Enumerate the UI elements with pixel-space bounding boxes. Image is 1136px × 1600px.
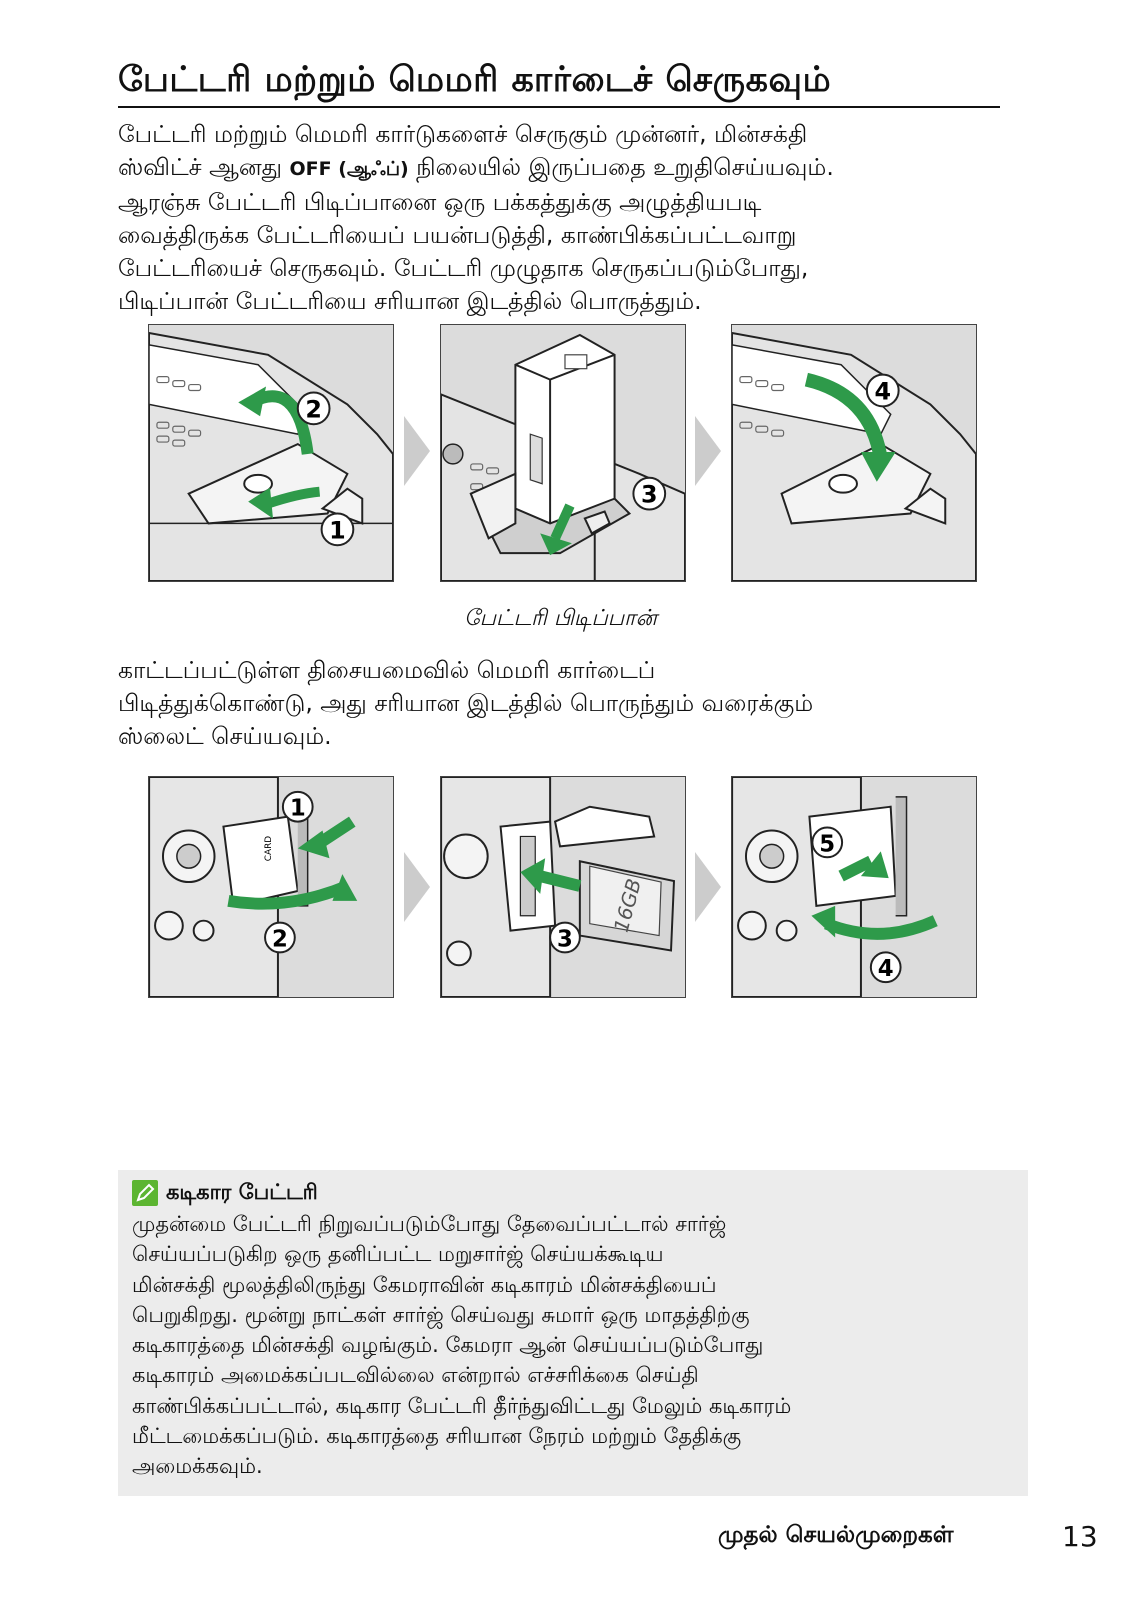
page-title: பேட்டரி மற்றும் மெமரி கார்டைச் செருகவும் — [118, 58, 1000, 108]
clock-battery-note — [118, 1170, 1028, 1496]
note-line: அமைக்கவும். — [132, 1454, 263, 1479]
intro-paragraph — [118, 118, 1018, 318]
note-line: கடிகாரம் அமைக்கப்படவில்லை என்றால் எச்சரிக்கை செய்தி — [132, 1363, 699, 1388]
step-number: 5 — [819, 831, 836, 858]
step-number: 3 — [557, 926, 573, 953]
step-number: 1 — [329, 516, 346, 545]
battery-step-panel-1 — [148, 324, 394, 582]
card-line: காட்டப்பட்டுள்ள திசையமைவில் மெமரி கார்டைப் — [118, 656, 656, 684]
card-capacity-label: 16GB — [609, 876, 647, 935]
chevron-right-icon — [404, 852, 430, 922]
intro-line: பேட்டரியைச் செருகவும். பேட்டரி முழுதாக செருகப்படும்போது, — [118, 254, 809, 282]
step-number: 4 — [877, 956, 894, 983]
step-number: 4 — [874, 377, 892, 406]
note-line: செய்யப்படுகிற ஒரு தனிப்பட்ட மறுசார்ஜ் செய்யக்கூடிய — [132, 1242, 664, 1267]
card-cover-close-illustration — [732, 777, 976, 997]
step-number: 2 — [305, 395, 322, 424]
chevron-right-icon — [695, 416, 721, 486]
step-number: 2 — [271, 926, 288, 953]
note-body — [132, 1209, 1014, 1482]
battery-cover-open-illustration — [149, 325, 393, 581]
pencil-icon — [132, 1180, 158, 1206]
note-line: காண்பிக்கப்பட்டால், கடிகார பேட்டரி தீர்ந்துவிட்டது மேலும் கடிகாரம் — [132, 1393, 792, 1418]
intro-line: ஆரஞ்சு பேட்டரி பிடிப்பானை ஒரு பக்கத்துக்கு அழுத்தியபடி — [118, 188, 762, 216]
chevron-right-icon — [404, 416, 430, 486]
note-line: மின்சக்தி மூலத்திலிருந்து கேமராவின் கடிகாரம் மின்சக்தியைப் — [132, 1272, 717, 1297]
card-slot-label: CARD — [264, 835, 274, 862]
battery-insert-illustration — [441, 325, 685, 581]
note-line: பெறுகிறது. மூன்று நாட்கள் சார்ஜ் செய்வது சுமார் ஒரு மாதத்திற்கு — [132, 1302, 750, 1327]
intro-line2-pre: ஸ்விட்ச் ஆனது — [118, 153, 290, 181]
intro-line — [118, 151, 1018, 186]
intro-line2-post: நிலையில் இருப்பதை உறுதிசெய்யவும். — [408, 153, 834, 181]
card-paragraph — [118, 654, 1018, 753]
off-position-label: OFF (ஆஃப்) — [289, 158, 409, 180]
battery-cover-close-illustration — [732, 325, 976, 581]
intro-line: பிடிப்பான் பேட்டரியை சரியான இடத்தில் பொருத்தும். — [118, 287, 702, 315]
step-number: 1 — [289, 795, 306, 822]
page-number: 13 — [1062, 1520, 1098, 1553]
card-line: பிடித்துக்கொண்டு, அது சரியான இடத்தில் பொருந்தும் வரைக்கும் — [118, 689, 814, 717]
section-footer: முதல் செயல்முறைகள் — [718, 1522, 954, 1548]
card-step-panel-2 — [440, 776, 686, 998]
card-line: ஸ்லைட் செய்யவும். — [118, 722, 332, 750]
card-insert-illustration — [441, 777, 685, 997]
chevron-right-icon — [695, 852, 721, 922]
battery-latch-caption: பேட்டரி பிடிப்பான் — [464, 606, 657, 631]
note-line: முதன்மை பேட்டரி நிறுவப்படும்போது தேவைப்பட்டால் சார்ஜ் — [132, 1212, 727, 1236]
note-line: கடிகாரத்தை மின்சக்தி வழங்கும். கேமரா ஆன் செய்யப்படும்போது — [132, 1333, 764, 1358]
intro-line: பேட்டரி மற்றும் மெமரி கார்டுகளைச் செருகும் முன்னர், மின்சக்தி — [118, 120, 808, 148]
card-step-panel-3 — [731, 776, 977, 998]
note-line: மீட்டமைக்கப்படும். கடிகாரத்தை சரியான நேரம் மற்றும் தேதிக்கு — [132, 1424, 742, 1449]
battery-step-panel-2 — [440, 324, 686, 582]
intro-line: வைத்திருக்க பேட்டரியைப் பயன்படுத்தி, காண்பிக்கப்பட்டவாறு — [118, 221, 797, 249]
battery-step-panel-3 — [731, 324, 977, 582]
card-cover-open-illustration — [149, 777, 393, 997]
step-number: 3 — [641, 480, 658, 509]
note-title: கடிகார பேட்டரி — [166, 1179, 318, 1204]
card-step-panel-1 — [148, 776, 394, 998]
note-header — [132, 1178, 1014, 1208]
